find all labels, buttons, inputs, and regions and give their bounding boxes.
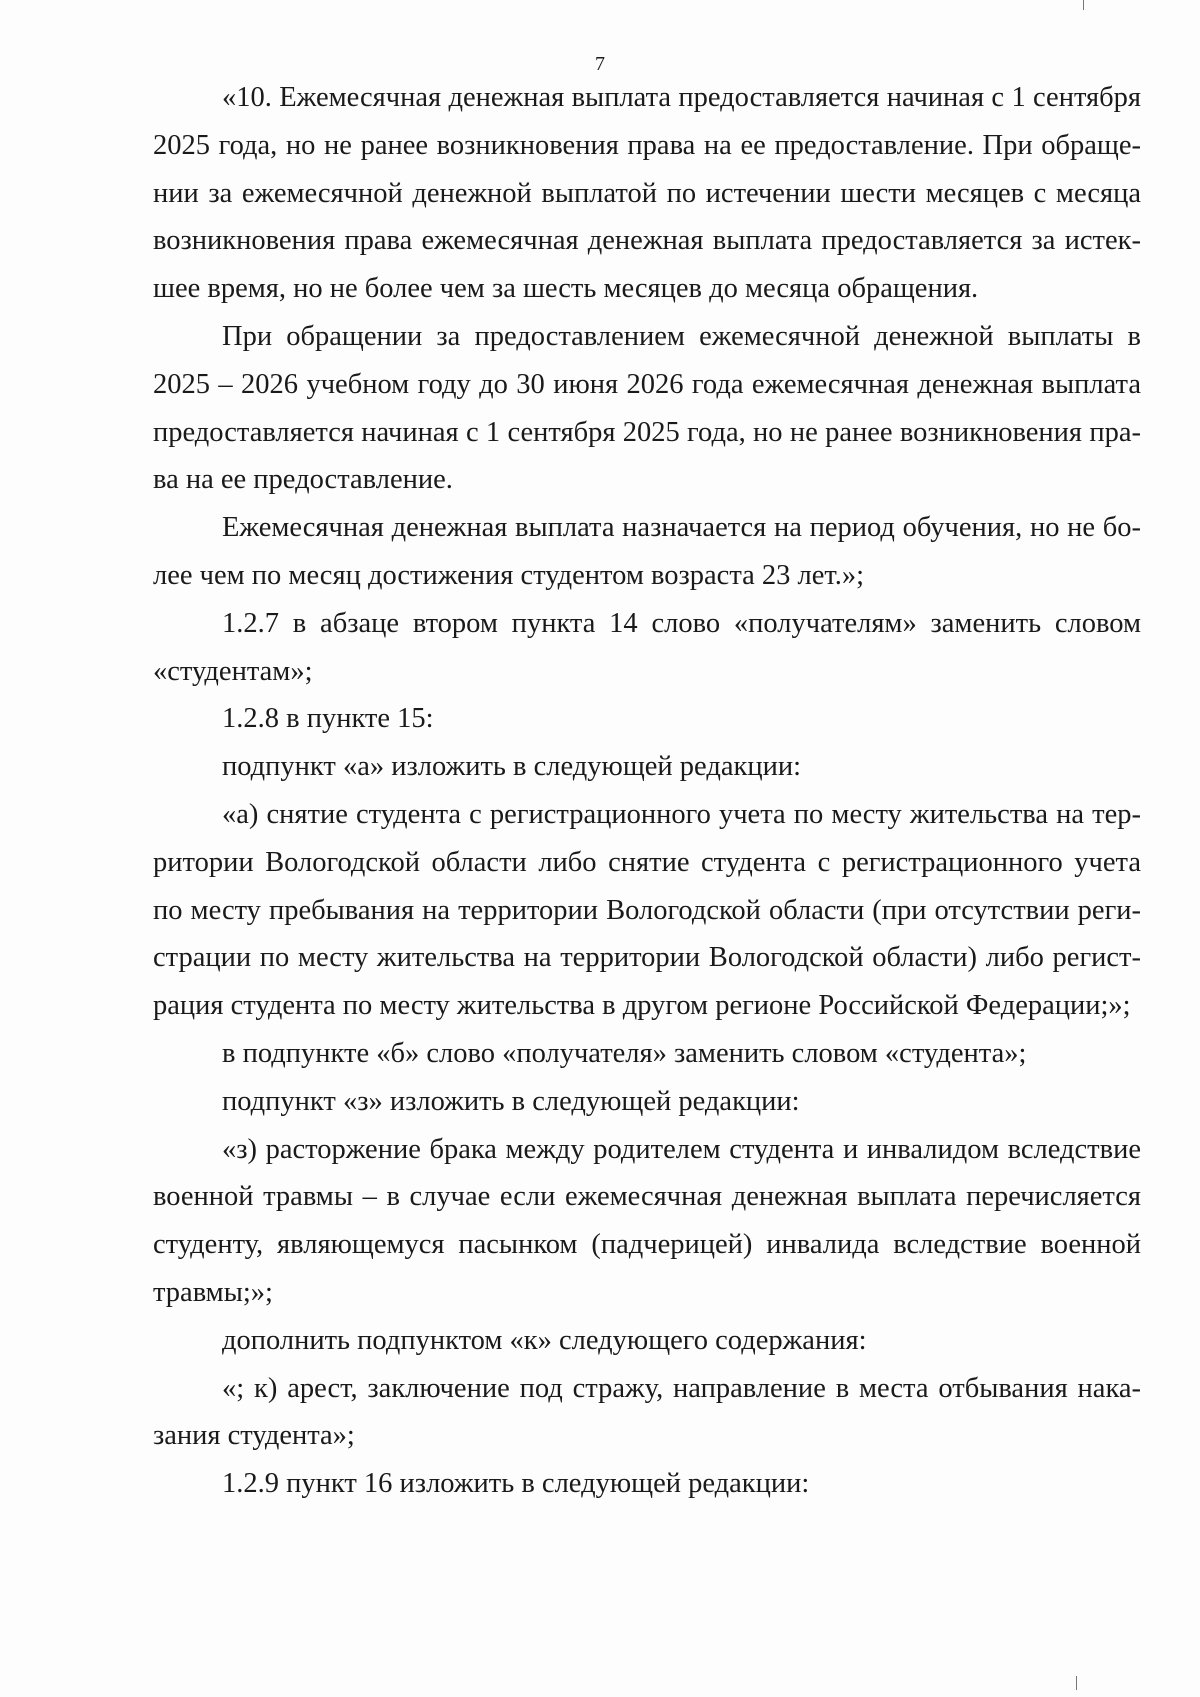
text-line: подпункт «з» изложить в следующей редакции: [222, 1085, 800, 1117]
paragraph [153, 743, 1141, 791]
text-line: в подпункте «б» слово «получателя» заменить словом «студента»; [222, 1037, 1027, 1069]
text-line: по месту пребывания на территории Вологодской области (при отсутствии реги- [153, 894, 1141, 926]
text-line: шее время, но не более чем за шесть месяцев до месяца обращения. [153, 273, 979, 305]
text-line: лее чем по месяц достижения студентом возраста 23 лет.»; [153, 559, 864, 591]
text-line: страции по месту жительства на территории Вологодской области) либо регист- [153, 942, 1141, 974]
text-line: 1.2.8 в пункте 15: [222, 703, 434, 735]
document-body [153, 74, 1141, 1508]
text-line: «10. Ежемесячная денежная выплата предоставляется начиная с 1 сентября [222, 82, 1141, 113]
paragraph [153, 1365, 1141, 1461]
scan-artifact [1083, 0, 1084, 10]
paragraph [153, 791, 1141, 1030]
text-line: рация студента по месту жительства в другом регионе Российской Федерации;»; [153, 990, 1131, 1022]
text-line: подпункт «а» изложить в следующей редакции: [222, 751, 801, 783]
paragraph [153, 1317, 1141, 1365]
paragraph [153, 1460, 1141, 1508]
paragraph [153, 504, 1141, 600]
paragraph [153, 1078, 1141, 1126]
text-line: возникновения права ежемесячная денежная выплата предоставляется за истек- [153, 225, 1141, 257]
text-line: дополнить подпунктом «к» следующего содержания: [222, 1324, 867, 1356]
text-line: 1.2.9 пункт 16 изложить в следующей редакции: [222, 1468, 810, 1500]
text-line: «студентам»; [153, 655, 313, 687]
paragraph [153, 74, 1141, 313]
text-line: «; к) арест, заключение под стражу, направление в места отбывания нака- [222, 1372, 1141, 1404]
paragraph [153, 1126, 1141, 1317]
text-line: ва на ее предоставление. [153, 464, 453, 496]
paragraph [153, 313, 1141, 504]
text-line: При обращении за предоставлением ежемесячной денежной выплаты в [222, 320, 1141, 352]
text-line: нии за ежемесячной денежной выплатой по истечении шести месяцев с месяца [153, 177, 1141, 209]
text-line: предоставляется начиная с 1 сентября 2025 года, но не ранее возникновения пра- [153, 416, 1141, 448]
text-line: зания студента»; [153, 1420, 355, 1452]
text-line: военной травмы – в случае если ежемесячная денежная выплата перечисляется [153, 1181, 1141, 1213]
text-line: 2025 года, но не ранее возникновения права на ее предоставление. При обраще- [153, 129, 1141, 161]
text-line: «з) расторжение брака между родителем студента и инвалидом вследствие [222, 1133, 1141, 1165]
scan-artifact [1076, 1676, 1077, 1690]
text-line: 2025 – 2026 учебном году до 30 июня 2026 года ежемесячная денежная выплата [153, 368, 1141, 400]
page-number: 7 [595, 53, 605, 75]
text-line: 1.2.7 в абзаце втором пункта 14 слово «получателям» заменить словом [222, 607, 1141, 639]
text-line: студенту, являющемуся пасынком (падчерицей) инвалида вследствие военной [153, 1229, 1141, 1261]
paragraph [153, 695, 1141, 743]
text-line: ритории Вологодской области либо снятие студента с регистрационного учета [153, 846, 1141, 878]
text-line: Ежемесячная денежная выплата назначается на период обучения, но не бо- [222, 512, 1141, 544]
paragraph [153, 1030, 1141, 1078]
text-line: травмы;»; [153, 1276, 273, 1308]
paragraph [153, 600, 1141, 696]
text-line: «а) снятие студента с регистрационного учета по месту жительства на тер- [222, 798, 1141, 830]
